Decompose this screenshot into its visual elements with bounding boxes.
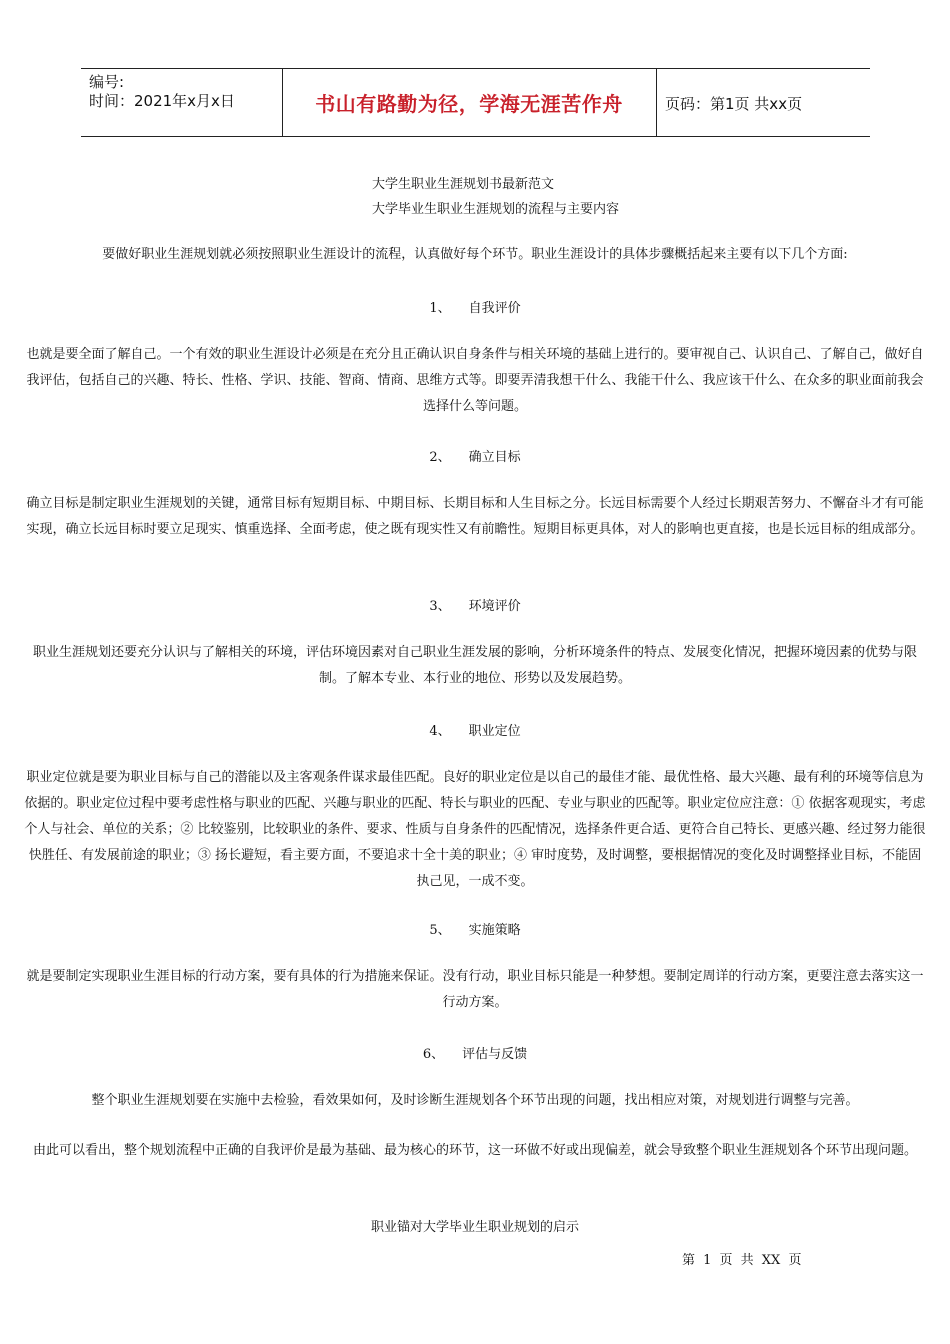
section-heading-2 — [0, 446, 950, 465]
section-title: 职业定位 — [468, 724, 521, 739]
document-subtitle: 大学毕业生职业生涯规划的流程与主要内容 — [372, 202, 620, 217]
section-number: 6、 — [422, 1047, 445, 1062]
header-meta — [89, 73, 235, 111]
page-header — [81, 68, 870, 137]
section-number: 4、 — [429, 724, 451, 739]
section-title: 实施策略 — [468, 923, 521, 938]
section-title: 自我评价 — [468, 301, 521, 316]
section-number: 2、 — [429, 450, 451, 465]
section-heading-4 — [0, 720, 950, 739]
document-title: 大学生职业生涯规划书最新范文 — [372, 177, 555, 192]
section-paragraph-3: 职业生涯规划还要充分认识与了解相关的环境，评估环境因素对自己职业生涯发展的影响，分析环境条件的特点、发展变化情况，把握环境因素的优势与限制。了解本专业、本行业的地位、形势以及发展趋势。 — [32, 645, 917, 686]
intro-paragraph: 要做好职业生涯规划就必须按照职业生涯设计的流程，认真做好每个环节。职业生涯设计的具体步骤概括起来主要有以下几个方面: — [102, 247, 848, 262]
section-number: 5、 — [429, 923, 451, 938]
header-divider-right — [656, 69, 657, 136]
header-page-info: 页码：第1页 共xx页 — [665, 95, 803, 113]
page-footer: 第 1 页 共 XX 页 — [682, 1253, 802, 1268]
section-paragraph-4: 职业定位就是要为职业目标与自己的潜能以及主客观条件谋求最佳匹配。良好的职业定位是以自己的最佳才能、最优性格、最大兴趣、最有利的环境等信息为依据的。职业定位过程中要考虑性格与职业的匹配、兴趣与职业的匹配、特长与职业的匹配、专业与职业的匹配等。职业定位应注意：① 依据客观现实，考虑个人与社会、单位的关系；② 比较鉴别，比较职业的条件、要求、性质与自身条件的匹配情况，选择条件更合适、更符合自己特长、更感兴趣、经过努力能很快胜任、有发展前途的职业；③ 扬长避短，看主要方面，不要追求十全十美的职业；④ 审时度势，及时调整，要根据情况的变化及时调整择业目标，不能固执己见，一成不变。 — [24, 770, 926, 889]
section-title: 确立目标 — [468, 450, 521, 465]
code-label: 编号: — [89, 73, 125, 91]
conclusion-paragraph: 由此可以看出，整个规划流程中正确的自我评价是最为基础、最为核心的环节，这一环做不好或出现偏差，就会导致整个职业生涯规划各个环节出现问题。 — [32, 1143, 917, 1158]
section-heading-6 — [0, 1043, 950, 1062]
section-heading-3 — [0, 595, 950, 614]
section-heading-5 — [0, 919, 950, 938]
section-title: 评估与反馈 — [462, 1047, 528, 1062]
closing-heading: 职业锚对大学毕业生职业规划的启示 — [370, 1220, 579, 1235]
section-number: 3、 — [429, 599, 451, 614]
header-motto: 书山有路勤为径，学海无涯苦作舟 — [315, 92, 623, 116]
section-heading-1 — [0, 297, 950, 316]
section-paragraph-5: 就是要制定实现职业生涯目标的行动方案，要有具体的行为措施来保证。没有行动，职业目标只能是一种梦想。要制定周详的行动方案，更要注意去落实这一行动方案。 — [26, 969, 924, 1010]
section-paragraph-2: 确立目标是制定职业生涯规划的关键，通常目标有短期目标、中期目标、长期目标和人生目标之分。长远目标需要个人经过长期艰苦努力、不懈奋斗才有可能实现，确立长远目标时要立足现实、慎重选择、全面考虑，使之既有现实性又有前瞻性。短期目标更具体，对人的影响也更直接，也是长远目标的组成部分。 — [26, 496, 924, 537]
section-title: 环境评价 — [468, 599, 521, 614]
date-line: 时间：2021年x月x日 — [89, 92, 235, 110]
section-paragraph-1: 也就是要全面了解自己。一个有效的职业生涯设计必须是在充分且正确认识自身条件与相关环境的基础上进行的。要审视自己、认识自己、了解自己，做好自我评估，包括自己的兴趣、特长、性格、学识、技能、智商、情商、思维方式等。即要弄清我想干什么、我能干什么、我应该干什么、在众多的职业面前我会选择什么等问题。 — [26, 347, 924, 414]
section-paragraph-6: 整个职业生涯规划要在实施中去检验，看效果如何，及时诊断生涯规划各个环节出现的问题，找出相应对策，对规划进行调整与完善。 — [91, 1093, 859, 1108]
section-number: 1、 — [429, 301, 451, 316]
